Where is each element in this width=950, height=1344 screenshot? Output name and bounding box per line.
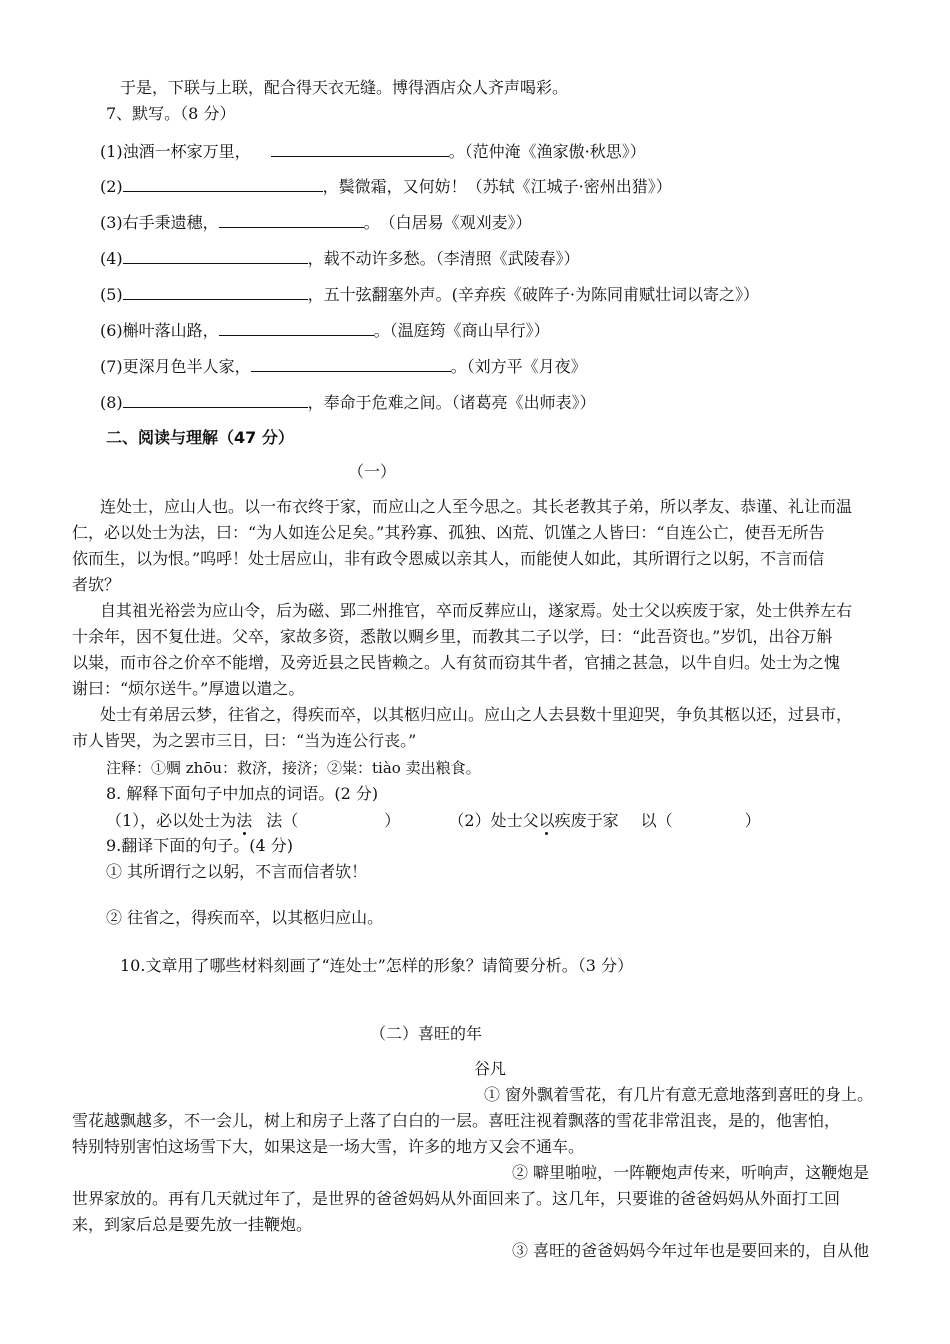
q8-b-sentence-post: 疾废于家 [554, 811, 619, 830]
q8-a-dotted-word: 法 [236, 811, 253, 830]
para1-line: 依而生，以为恨。”呜呼！处士居应山，非有政令恩威以亲其人，而能使人如此，其所谓行之以躬，不言而信 [72, 549, 825, 568]
q7-item-3-blank[interactable] [219, 211, 364, 228]
part1-label: （一） [348, 462, 397, 481]
q7-item-4-pre: (4) [100, 249, 123, 268]
q8-b-close: ） [744, 811, 761, 830]
q7-item-2-pre: (2) [100, 177, 123, 196]
intro-line: 于是，下联与上联，配合得天衣无缝。博得酒店众人齐声喝彩。 [120, 78, 569, 97]
q8-b-word: 以（ [640, 811, 673, 830]
story-p1-first: ① 窗外飘着雪花，有几片有意无意地落到喜旺的身上。 [484, 1085, 874, 1104]
story-p2-first: ② 噼里啪啦，一阵鞭炮声传来，听响声，这鞭炮是 [512, 1163, 870, 1182]
para1-line: 连处士，应山人也。以一布衣终于家，而应山之人至今思之。其长老教其子弟，所以孝友、恭谨、礼让而温 [100, 497, 853, 516]
q8-b-sentence-pre: （2）处士父 [448, 811, 539, 830]
q7-item-1-pre: (1)浊酒一杯家万里， [100, 142, 251, 161]
q7-item-2-blank[interactable] [123, 175, 323, 192]
q8-b-dotted-word: 以 [538, 811, 555, 830]
q7-item-4-post: ，载不动许多愁。（李清照《武陵春》） [307, 249, 580, 268]
q10-question: 10.文章用了哪些材料刻画了“连处士”怎样的形象？请简要分析。（3 分） [120, 956, 634, 975]
story-line: 世界家放的。再有几天就过年了，是世界的爸爸妈妈从外面回来了。这几年，只要谁的爸爸妈妈从外面打工回 [72, 1189, 841, 1208]
q7-item-3 [100, 211, 532, 233]
para1-line: 者欤？ [72, 575, 121, 594]
para2-line: 谢曰：“烦尔送牛。”厚遗以遣之。 [72, 679, 305, 698]
story-p3-first: ③ 喜旺的爸爸妈妈今年过年也是要回来的，自从他 [512, 1241, 870, 1260]
q7-item-8-pre: (8) [100, 393, 123, 412]
q7-item-4 [100, 247, 580, 269]
q7-item-6-post: 。（温庭筠《商山早行》） [373, 321, 550, 340]
q7-item-2-post: ，鬓微霜，又何妨！（苏轼《江城子·密州出猎》） [322, 177, 672, 196]
q7-item-6-blank[interactable] [219, 319, 374, 336]
part2-title: （二）喜旺的年 [370, 1024, 483, 1043]
q7-item-5-post: ，五十弦翻塞外声。(辛弃疾《破阵子·为陈同甫赋壮词以寄之》） [307, 285, 760, 304]
q7-item-7-post: 。（刘方平《月夜》 [450, 357, 587, 376]
q7-item-8-blank[interactable] [123, 391, 308, 408]
q7-item-6 [100, 319, 550, 341]
section2-title: 二、阅读与理解（47 分） [106, 428, 294, 447]
story-line: 特别特别害怕这场雪下大，如果这是一场大雪，许多的地方又会不通车。 [72, 1137, 585, 1156]
q7-item-8 [100, 391, 596, 413]
q7-item-5-pre: (5) [100, 285, 123, 304]
q9-sentence-2: ② 往省之，得疾而卒，以其柩归应山。 [106, 908, 384, 927]
q7-item-8-post: ，奉命于危难之间。（诸葛亮《出师表》） [307, 393, 596, 412]
q7-title: 7、默写。（8 分） [106, 104, 236, 123]
q7-item-5 [100, 283, 759, 305]
q7-item-7 [100, 355, 587, 377]
q7-item-3-pre: (3)右手秉遗穗， [100, 213, 219, 232]
q7-item-1-blank[interactable] [271, 140, 449, 157]
q7-item-7-pre: (7)更深月色半人家， [100, 357, 251, 376]
q7-item-1-post: 。（范仲淹《渔家傲·秋思》） [448, 142, 646, 161]
q7-item-7-blank[interactable] [251, 355, 451, 372]
q7-item-2 [100, 175, 672, 197]
q7-item-3-post: 。 （白居易《观刈麦》） [363, 213, 532, 232]
q9-sentence-1: ① 其所谓行之以躬，不言而信者欤！ [106, 862, 368, 881]
para2-line: 以粜，而市谷之价卒不能增，及旁近县之民皆赖之。人有贫而窃其牛者，官捕之甚急，以牛自归。处士为之愧 [72, 653, 841, 672]
story-line: 雪花越飘越多，不一会儿，树上和房子上落了白白的一层。喜旺注视着飘落的雪花非常沮丧，是的，他害怕， [72, 1111, 841, 1130]
q7-item-4-blank[interactable] [123, 247, 308, 264]
para1-line: 仁，必以处士为法，曰：“为人如连公足矣。”其矜寡、孤独、凶荒、饥馑之人皆曰：“自连公亡，使吾无所告 [72, 523, 825, 542]
q7-item-5-blank[interactable] [123, 283, 308, 300]
q7-item-1 [100, 140, 646, 162]
story-line: 来，到家后总是要先放一挂鞭炮。 [72, 1215, 313, 1234]
q8-a-word: 法（ [266, 811, 299, 830]
annotation-note: 注释：①赒 zhōu：救济，接济；②粜：tiào 卖出粮食。 [106, 759, 481, 777]
q7-item-6-pre: (6)槲叶落山路， [100, 321, 219, 340]
q9-title: 9.翻译下面的句子。(4 分) [106, 836, 294, 855]
part2-author: 谷凡 [474, 1059, 507, 1078]
para3-line: 处士有弟居云梦，往省之，得疾而卒，以其柩归应山。应山之人去县数十里迎哭，争负其柩以还，过县市， [100, 705, 853, 724]
para2-line: 自其祖光裕尝为应山令，后为磁、郢二州推官，卒而反葬应山，遂家焉。处士父以疾废于家，处士供养左右 [100, 601, 853, 620]
q8-a-close: ） [384, 811, 401, 830]
q8-b-answer-field[interactable] [673, 810, 745, 826]
q8-title: 8. 解释下面句子中加点的词语。(2 分) [106, 784, 379, 803]
q8-a-answer-field[interactable] [298, 810, 384, 826]
para2-line: 十余年，因不复仕进。父卒，家故多资，悉散以赒乡里，而教其二子以学，曰：“此吾资也。”岁饥，出谷万斛 [72, 627, 833, 646]
q8-answers [106, 810, 761, 831]
para3-line: 市人皆哭，为之罢市三日，曰：“当为连公行丧。” [72, 731, 417, 750]
q8-a-sentence: （1），必以处士为 [106, 811, 237, 830]
